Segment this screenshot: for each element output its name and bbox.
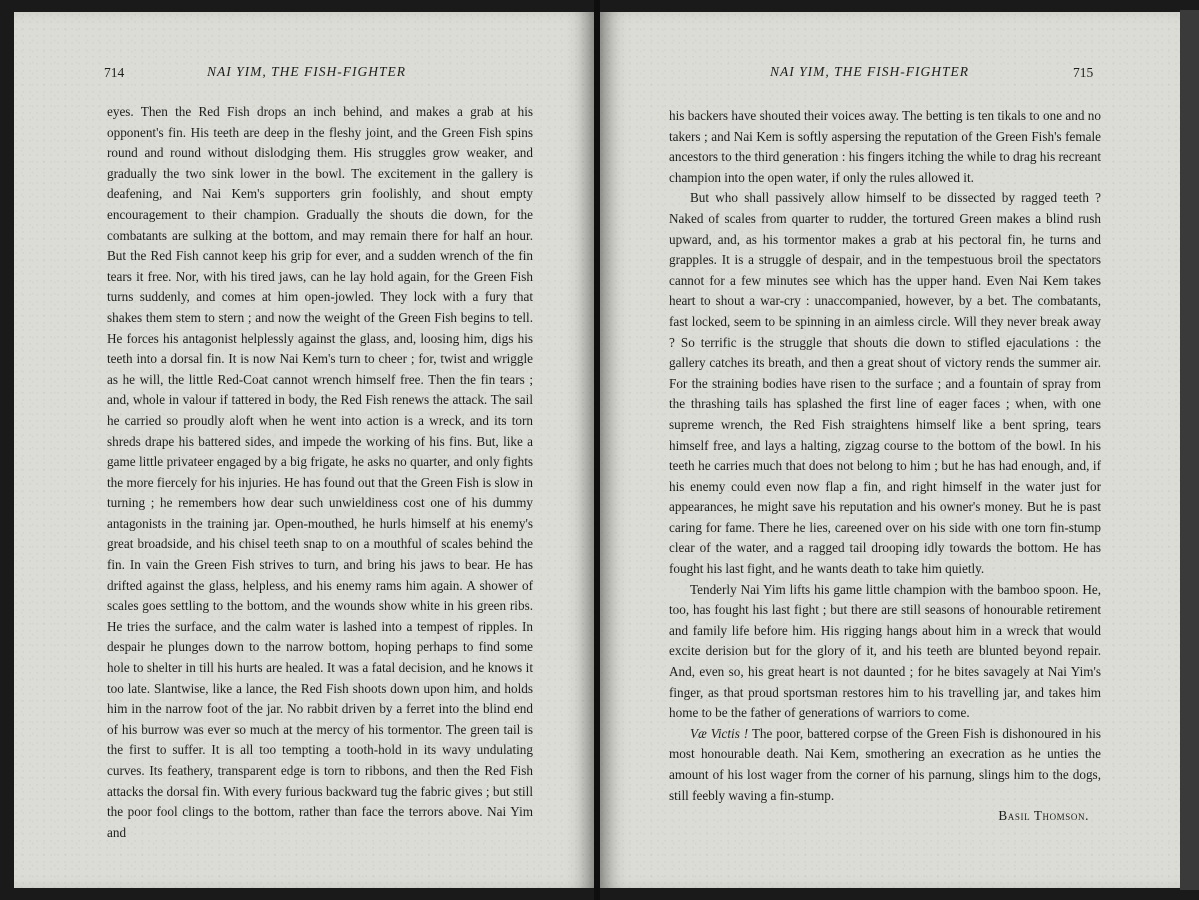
right-page-body: [669, 106, 1101, 827]
book-edge: [1180, 10, 1199, 890]
left-page-body: [107, 102, 533, 843]
left-page: [14, 12, 594, 888]
author-signature: Basil Thomson.: [998, 808, 1089, 824]
right-page: [600, 12, 1180, 888]
paragraph: But who shall passively allow himself to be dissected by ragged teeth ? Naked of scales from quarter to rudder, the tortured Green makes a blind rush upward, and, as his tormentor makes a grab at his pectoral fin, he turns and grapples. It is a struggle of despair, and in the tempestuous broil the spectators cannot for a few minutes see which has the upper hand. Even Nai Kem takes heart to shout a war-cry : unaccompanied, however, by a bet. The combatants, fast locked, seem to be spinning in an aimless circle. Will they never break away ? So terrific is the struggle that shouts die down to stifled ejaculations : the gallery catches its breath, and then a great shout of victory rends the summer air. For the straining bodies have risen to the surface ; and a fountain of spray from the thrashing tails has splashed the first line of eager faces ; when, with one supreme wrench, the Red Fish straightens himself like a bent spring, tears himself free, and lays a halting, zigzag course to the bottom of the bowl. In his teeth he carries much that does not belong to him ; but he has had enough, and, if his enemy could even now flap a fin, and right himself in the water just for appearances, he might save his reputation and his owner's money. But he is past caring for fame. There he lies, careened over on his side with one torn fin-stump clear of the water, and a ragged tail drooping idly towards the bottom. He has fought his last fight, and he wants death to take him quietly.: [669, 190, 1101, 577]
paragraph: his backers have shouted their voices away. The betting is ten tikals to one and no takers ; and Nai Kem is softly aspersing the reputation of the Green Fish's female ancestors to the third generation : his fingers itching the while to drag his recreant champion into the open water, if only the rules allowed it.: [669, 108, 1101, 185]
paragraph: Tenderly Nai Yim lifts his game little champion with the bamboo spoon. He, too, has fought his last fight ; but there are still seasons of honourable retirement and family life before him. His rigging hangs about him in a wreck that would excite derision but for the glory of it, and his teeth are blunted beyond repair. And, even so, his great heart is not daunted ; for he bites savagely at Nai Yim's finger, as that proud sportsman restores him to his travelling jar, and takes him home to be the father of generations of warriors to come.: [669, 581, 1101, 721]
running-head-right: NAI YIM, THE FISH-FIGHTER: [770, 64, 969, 79]
page-number-right: 715: [1073, 65, 1094, 80]
latin-phrase: Væ Victis !: [690, 725, 749, 741]
page-number-left: 714: [104, 65, 125, 80]
paragraph: [669, 724, 1101, 806]
paragraph-text: The poor, battered corpse of the Green Fish is dishonoured in his most honourable death. Nai Kem, smothering an execration as he unties the amount of his lost wager from the corner of his parnung, slings him to the dogs, still feebly waving a fin-stump.: [669, 725, 1102, 803]
paragraph: eyes. Then the Red Fish drops an inch behind, and makes a grab at his opponent's fin. His teeth are deep in the fleshy joint, and the Green Fish spins round and round without dislodging them. His struggles grow weaker, and gradually the two sink lower in the bowl. The excitement in the gallery is deafening, and Nai Kem's supporters grin foolishly, and shout empty encouragement to their champion. Gradually the shouts die down, for the combatants are sulking at the bottom, and may remain there for half an hour. But the Red Fish cannot keep his grip for ever, and a sudden wrench of the fin tears it free. Nor, with his tired jaws, can he lay hold again, for the Green Fish turns suddenly, and comes at him open-jowled. They lock with a fury that shakes them stem to stern ; and now the weight of the Green Fish begins to tell. He forces his antagonist helplessly against the glass, and, loosing him, digs his teeth into a dorsal fin. It is now Nai Kem's turn to cheer ; for, twist and wriggle as he will, the little Red-Coat cannot wrench himself free. Then the fin tears ; and, whole in valour if tattered in body, the Red Fish renews the attack. The sail he carried so proudly aloft when he went into action is a wreck, and its torn shreds drape his battered sides, and impede the working of his fins. But, like a game little privateer engaged by a big frigate, he asks no quarter, and only fights the more fiercely for his injuries. He has found out that the Green Fish is slow in turning ; he remembers how dear such unwieldiness cost one of his dummy antagonists in the training jar. Open-mouthed, he hurls himself at his enemy's great broadside, and his chisel teeth snap to on a mouthful of scales behind the fin. In vain the Green Fish strives to turn, and bring his jaws to bear. He has drifted against the glass, helpless, and his enemy rams him again. A shower of scales goes settling to the bottom, and the wounds show white in his green ribs. He tries the surface, and the calm water is lashed into a tempest of ripples. In despair he plunges down to the narrow bottom, hoping perhaps to find some hole to shelter in till his hurts are healed. It was a fatal decision, and he knows it too late. Slantwise, like a lance, the Red Fish shoots down upon him, and holds him in the narrow foot of the jar. No rabbit driven by a ferret into the blind end of his burrow was ever so much at the mercy of his tormentor. The green tail is the first to suffer. It is all too tempting a tooth-hold in its wavy undulating curves. Its feathery, transparent edge is torn to ribbons, and then the Red Fish attacks the dorsal fin. With every furious backward tug the fabric gives ; but still the poor fool clings to the bottom, rather than face the terrors above. Nai Yim and: [107, 104, 533, 840]
running-head-left: NAI YIM, THE FISH-FIGHTER: [207, 64, 406, 79]
